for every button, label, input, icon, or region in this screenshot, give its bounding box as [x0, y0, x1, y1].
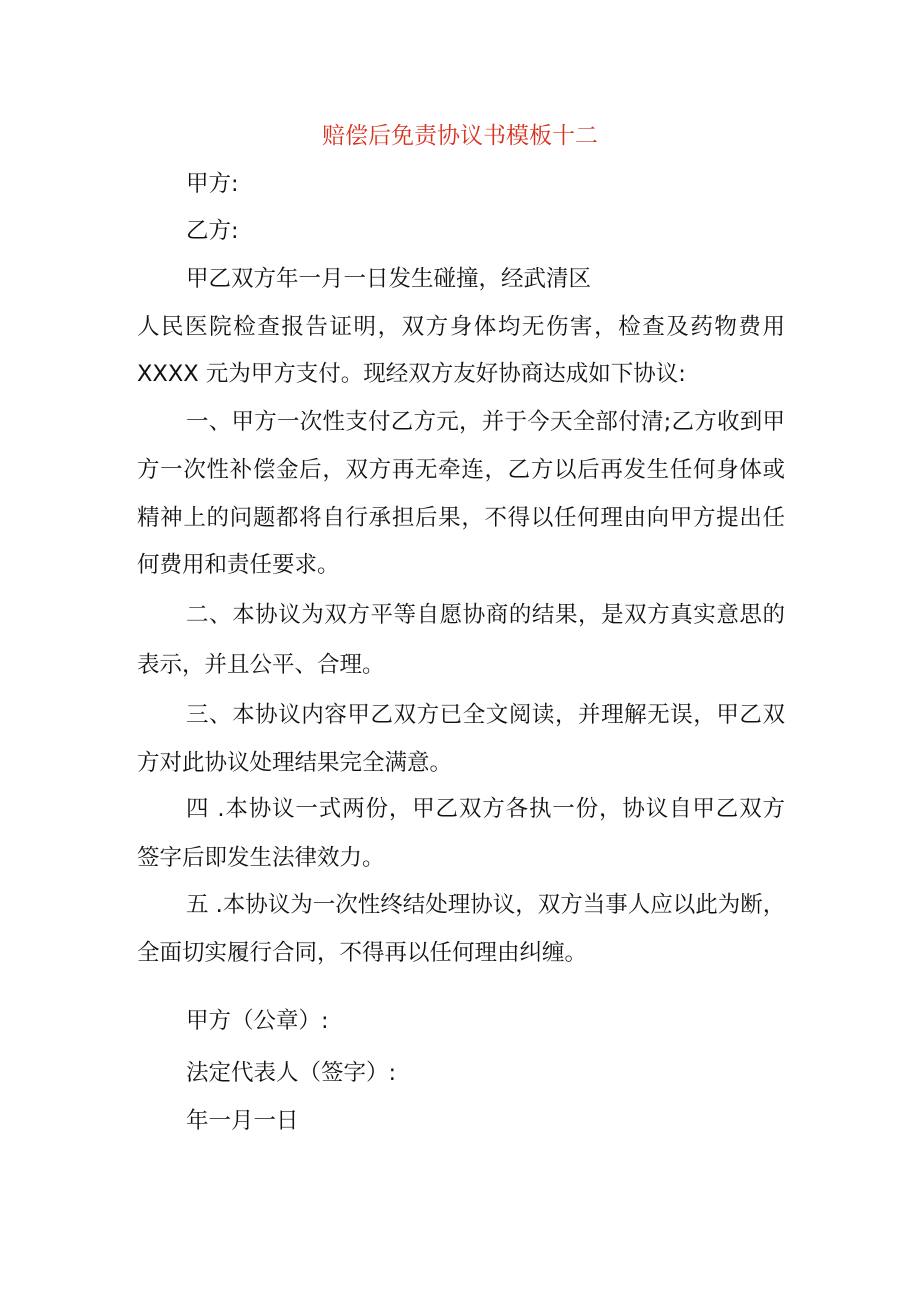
clause-1-line-3: 精神上的问题都将自行承担后果，不得以任何理由向甲方提出任 — [137, 505, 785, 531]
clause-1-line-2: 方一次性补偿金后，双方再无牵连，乙方以后再发生任何身体或 — [137, 457, 785, 483]
intro-line-1: 甲乙双方年一月一日发生碰撞，经武清区 — [186, 266, 592, 292]
intro-line-2: 人民医院检查报告证明，双方身体均无伤害，检查及药物费用 — [137, 314, 785, 340]
clause-3-line-2: 方对此协议处理结果完全满意。 — [137, 750, 453, 776]
document-title: 赔偿后免责协议书模板十二 — [322, 123, 598, 149]
clause-1-line-4: 何费用和责任要求。 — [137, 552, 340, 578]
party-b-label: 乙方: — [186, 218, 239, 244]
signature-representative-label: 法定代表人（签字）: — [186, 1060, 397, 1086]
party-a-label: 甲方: — [186, 171, 239, 197]
clause-4-line-2: 签字后即发生法律效力。 — [137, 845, 385, 871]
clause-3-line-1: 三、本协议内容甲乙双方已全文阅读，并理解无误，甲乙双 — [186, 702, 785, 728]
signature-seal-label: 甲方（公章）: — [186, 1008, 329, 1034]
clause-2-line-2: 表示，并且公平、合理。 — [137, 652, 385, 678]
clause-4-line-1: 四 .本协议一式两份，甲乙双方各执一份，协议自甲乙双方 — [186, 796, 785, 822]
intro-line-3: XXXX 元为甲方支付。现经双方友好协商达成如下协议: — [137, 361, 686, 387]
clause-2-line-1: 二、本协议为双方平等自愿协商的结果，是双方真实意思的 — [186, 602, 785, 628]
clause-1-line-1: 一、甲方一次性支付乙方元，并于今天全部付清;乙方收到甲 — [186, 409, 785, 435]
signature-date-label: 年一月一日 — [186, 1108, 299, 1134]
clause-5-line-2: 全面切实履行合同，不得再以任何理由纠缠。 — [137, 940, 588, 966]
clause-5-line-1: 五 .本协议为一次性终结处理协议，双方当事人应以此为断， — [186, 892, 786, 918]
